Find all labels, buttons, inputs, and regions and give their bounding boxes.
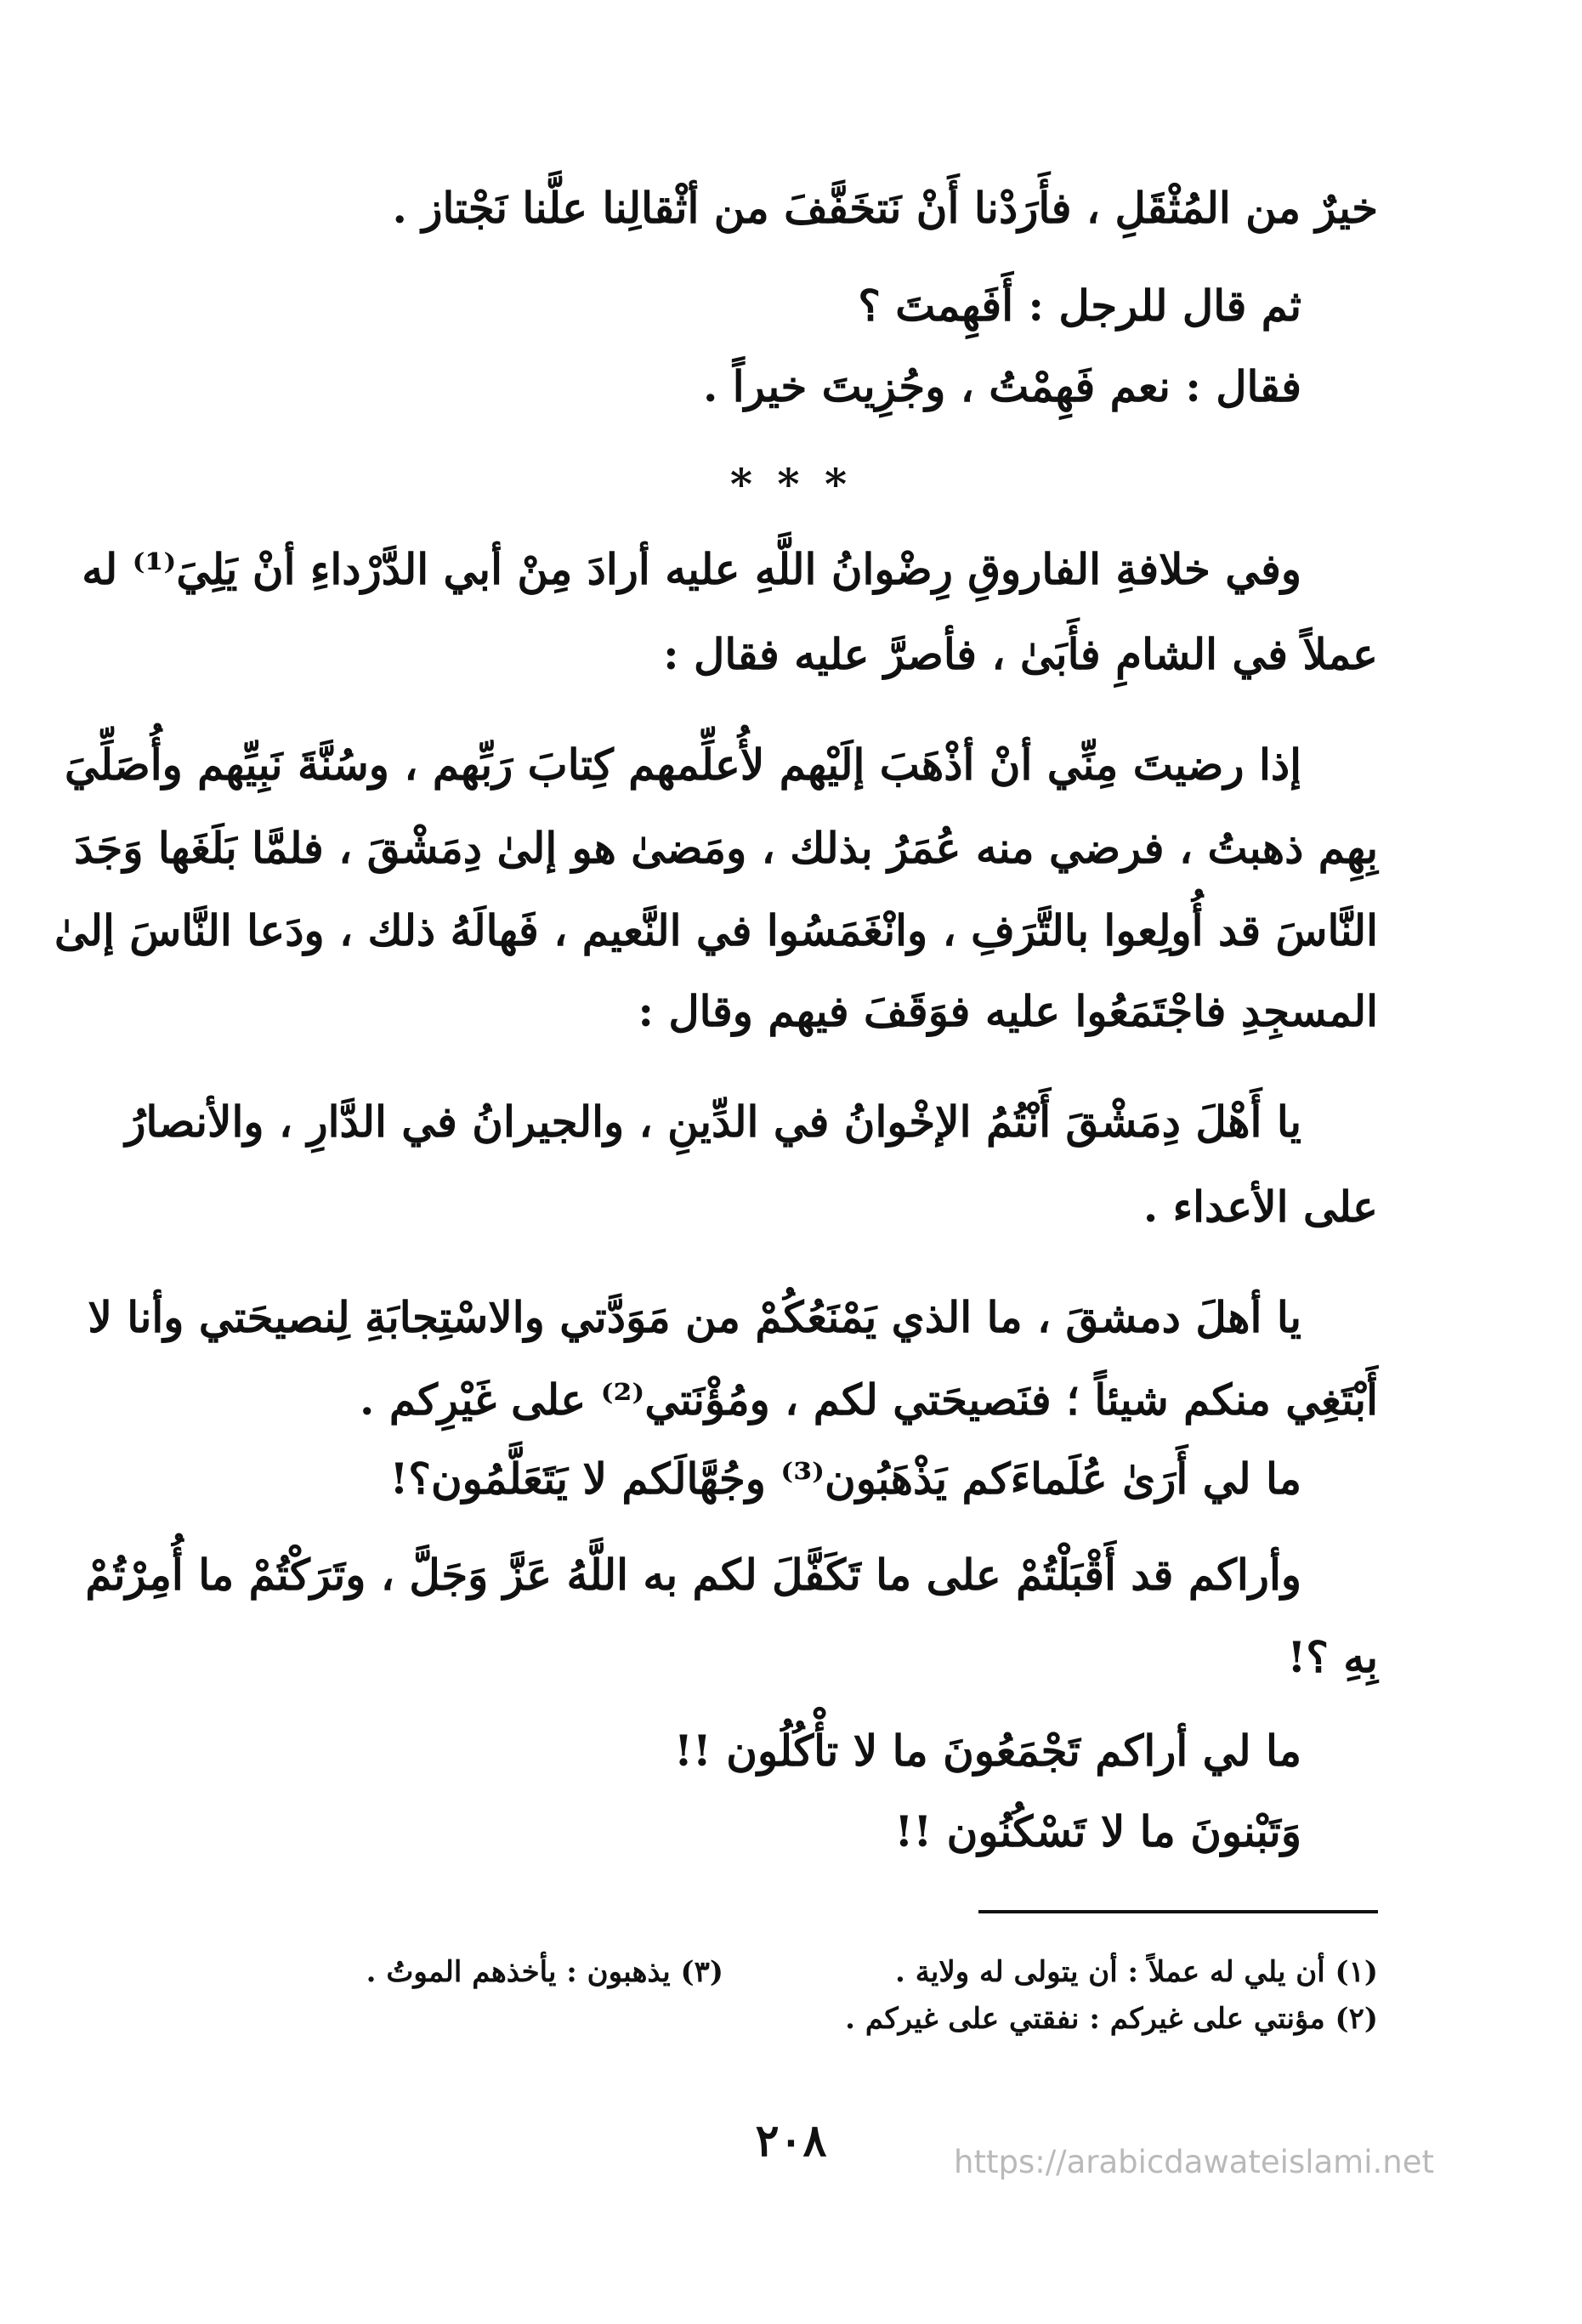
text-line-3: فقال : نعم فَهِمْتُ ، وجُزِيتَ خيراً . xyxy=(702,361,1301,411)
section-separator: * * * xyxy=(729,459,853,509)
footnote-2: (٢) مؤنتي على غيركم : نفقتي على غيركم . xyxy=(845,2002,1378,2036)
text-line-5: عملاً في الشامِ فأَبَىٰ ، فأصرَّ عليه فقال : xyxy=(663,629,1378,679)
footnote-3: (٣) يذهبون : يأخذهم الموتُ . xyxy=(366,1955,723,1989)
text-line-12: يا أهلَ دمشقَ ، ما الذي يَمْنَعُكُمْ من مَوَدَّتي والاسْتِجابَةِ لِنصيحَتي وأنا لا xyxy=(88,1292,1301,1342)
footnote-separator xyxy=(978,1910,1378,1913)
text-line-17: ما لي أراكم تَجْمَعُونَ ما لا تأْكُلُون !! xyxy=(673,1726,1301,1776)
text-line-7: بِهِم ذهبتُ ، فرضي منه عُمَرُ بذلك ، ومَضىٰ هو إلىٰ دِمَشْقَ ، فلمَّا بَلَغَها وَجَدَ xyxy=(74,823,1378,873)
text-line-4: وفي خلافةِ الفاروقِ رِضْوانُ اللَّهِ عليه أرادَ مِنْ أبي الدَّرْداءِ أنْ يَلِيَ⁽¹⁾ له xyxy=(82,544,1301,594)
text-line-13: أَبْتَغِي منكم شيئاً ؛ فنَصيحَتي لكم ، ومُؤْنَتي⁽²⁾ على غَيْرِكم . xyxy=(360,1375,1378,1425)
watermark-url: https://arabicdawateislami.net xyxy=(954,2144,1434,2180)
text-line-15: وأراكم قد أَقْبَلْتُمْ على ما تَكَفَّلَ لكم به اللَّهُ عَزَّ وَجَلَّ ، وتَرَكْتُمْ ما أُمِرْتُمْ xyxy=(85,1550,1301,1600)
text-line-18: وَتَبْنونَ ما لا تَسْكُنُون !! xyxy=(894,1806,1301,1856)
text-line-6: إذا رضيتَ مِنِّي أنْ أذْهَبَ إلَيْهم لأُعلِّمهم كِتابَ رَبِّهم ، وسُنَّةَ نَبِيِّهم وأُصَلِّيَ xyxy=(65,740,1301,790)
text-line-11: على الأعداء . xyxy=(1143,1182,1378,1232)
footnote-1: (١) أن يلي له عملاً : أن يتولى له ولاية . xyxy=(895,1955,1378,1989)
page-number: ٢٠٨ xyxy=(755,2115,827,2167)
text-line-9: المسجِدِ فاجْتَمَعُوا عليه فوَقَفَ فيهم وقال : xyxy=(638,986,1378,1036)
text-line-10: يا أَهْلَ دِمَشْقَ أَنْتُمُ الإخْوانُ في الدِّينِ ، والجيرانُ في الدَّارِ ، والأنصارُ xyxy=(125,1097,1301,1147)
text-line-2: ثم قال للرجل : أَفَهِمتَ ؟ xyxy=(858,281,1301,331)
text-line-8: النَّاسَ قد أُولِعوا بالتَّرَفِ ، وانْغَمَسُوا في النَّعيم ، فَهالَهُ ذلك ، ودَعا النَّاسَ إلىٰ xyxy=(54,905,1378,955)
text-line-14: ما لي أَرَىٰ عُلَماءَكم يَذْهَبُون⁽³⁾ وجُهَّالَكم لا يَتَعَلَّمُون؟! xyxy=(389,1454,1301,1504)
text-line-16: بِهِ ؟! xyxy=(1287,1632,1378,1682)
text-line-1: خيرٌ من المُثْقَلِ ، فأَرَدْنا أَنْ نَتخَفَّفَ من أثْقالِنا علَّنا نَجْتاز . xyxy=(392,183,1378,233)
